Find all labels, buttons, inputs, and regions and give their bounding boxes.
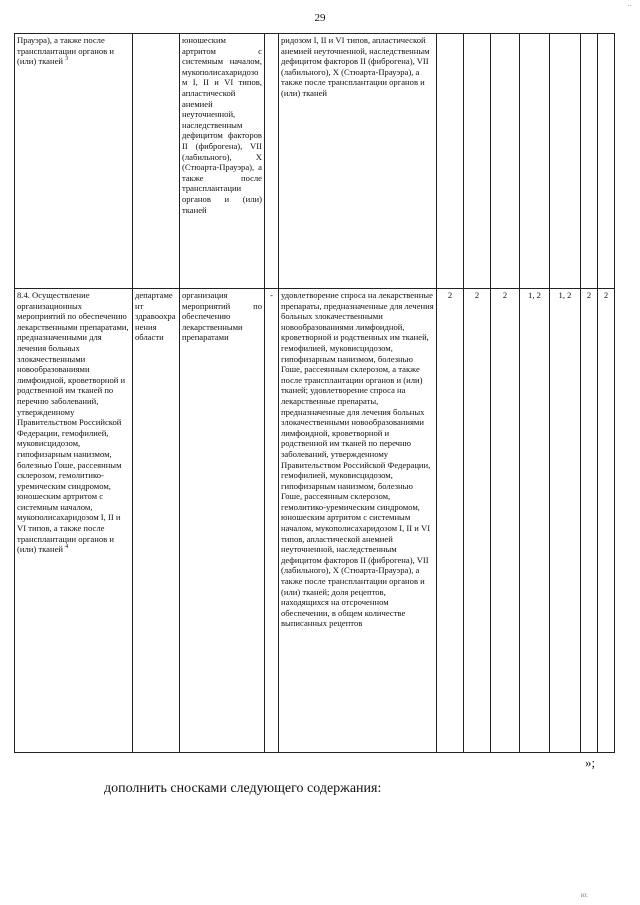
corner-mark: ·· [627,2,632,10]
cell-measure: Прауэра), а также после трансплантации органов и (или) тканей $^3$ [15,34,133,289]
cell-sum [265,34,279,289]
cell-value [491,34,520,289]
cell-value: 1, 2 [520,289,550,753]
closing-quote-mark: »; [585,755,596,770]
cell-value [520,34,550,289]
cell-value [550,34,581,289]
program-table [14,33,615,753]
table-row-continuation [15,34,615,289]
cell-value [464,34,491,289]
cell-result: удовлетворение спроса на лекарственные препараты, предназначенные для лечения больных злокачественными новообразованиями лимфоидной, кроветворной и родственных им тканей, гемофилией, муковисцидозом, гипофизарным нанизмом, болезнью Гоше, рассеянным склерозом, а также после трансплантации органов и (или) тканей; удовлетворение спроса на лекарственные препараты, предназначенные для лечения больных злокачественными новообразованиями лимфоидной, кроветворной и родственной им тканей по перечню заболеваний, утвержденному Правительством Российской Федерации, гемофилией, муковисцидозом, гипофизарным нанизмом, болезнью Гоше, рассеянным склерозом, гемолитико-уремическим синдромом, юношеским артритом с системным началом, мукополисахаридозом I, II и VI типов, апластической анемией неуточненной, наследственным дефицитом факторов II (фиброгена), VII (лабильного), Х (Стюарта-Прауэра), а также после трансплантации органов и (или) тканей; доля рецептов, находящихся на отсроченном обеспечении, в общем количестве выписанных рецептов [279,289,437,753]
cell-value: 2 [491,289,520,753]
cell-result: ридозом I, II и VI типов, апластической анемией неуточненной, наследственным дефицитом факторов II (фиброгена), VII (лабильного), Х (Стюарта-Прауэра), а также после трансплантации органов и (или) тканей [279,34,437,289]
cell-executor: департамент здравоохранения области [133,289,180,753]
cell-value [437,34,464,289]
page-number: 29 [314,12,326,24]
table-row-8-4 [15,289,615,753]
cell-sum: - [265,289,279,753]
cell-value: 2 [464,289,491,753]
cell-title: организация мероприятий по обеспечению лекарственными препаратами [180,289,265,753]
closing-text: дополнить сносками следующего содержания: [104,781,382,796]
cell-value: 2 [581,289,598,753]
footer-mark: ю: [580,891,588,899]
cell-value: 2 [437,289,464,753]
cell-measure: 8.4. Осуществление организационных мероприятий по обеспечению лекарственными препаратами, предназначенными для лечения больных злокачественными новообразованиями лимфоидной, кроветворной и родственной им тканей по перечню заболеваний, утвержденному Правительством Российской Федерации, гемофилией, муковисцидозом, гипофизарным нанизмом, болезнью Гоше, рассеянным склерозом, гемолитико-уремическим синдромом, юношеским артритом с системным началом, мукополисахаридозом I, II и VI типов, а также после трансплантации органов и (или) тканей $^4$ [15,289,133,753]
cell-value: 1, 2 [550,289,581,753]
cell-executor [133,34,180,289]
cell-value: 2 [598,289,615,753]
cell-title: юношеским артритом с системным началом, мукополисахаридозом I, II и VI типов, апластической анемией неуточненной, наследственным дефицитом факторов II (фиброгена), VII (лабильного), Х (Стюарта-Прауэра), а также после трансплантации органов и (или) тканей [180,34,265,289]
cell-value [598,34,615,289]
cell-value [581,34,598,289]
